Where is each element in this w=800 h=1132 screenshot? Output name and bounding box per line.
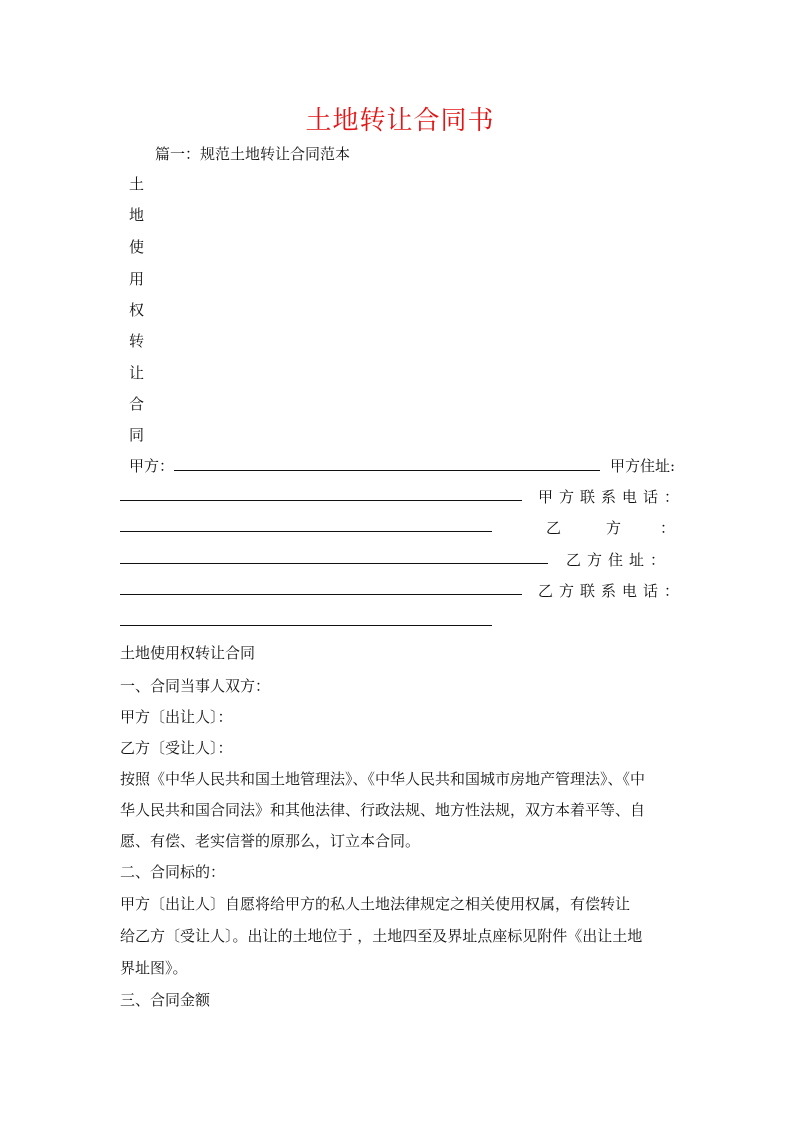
vertical-title-char: 土 [129, 175, 145, 193]
vertical-title-char: 使 [129, 238, 145, 256]
vertical-title-char: 用 [129, 270, 145, 288]
party-a-address-blank-line [120, 486, 522, 505]
paragraph-line: 土地使用权转让合同 [120, 644, 256, 662]
party-b-address-blank-line [120, 580, 522, 599]
paragraph-line: 界址图》。 [120, 959, 188, 977]
party-a-address-label: 甲方住址: [610, 457, 676, 475]
party-a-line [129, 455, 600, 476]
party-a-address-blank [120, 486, 522, 501]
paragraph-line: 二、合同标的： [120, 863, 226, 881]
party-b-label-part1: 乙 [546, 519, 562, 537]
paragraph-line: 乙方〔受让人〕： [120, 739, 233, 757]
vertical-title-char: 地 [129, 206, 145, 224]
vertical-title-char: 让 [129, 364, 145, 382]
party-a-blank [174, 456, 600, 471]
document-subtitle: 篇一：规范土地转让合同范本 [155, 145, 351, 163]
paragraph-line: 甲方〔出让人〕： [120, 708, 233, 726]
party-b-address-label: 乙方住址： [566, 551, 672, 569]
vertical-title-char: 同 [129, 426, 145, 444]
paragraph-line: 给乙方〔受让人〕。出让的土地位于 ，土地四至及界址点座标见附件《出让土地 [120, 927, 643, 945]
party-b-label-part2: 方 [606, 519, 622, 537]
party-a-phone-blank-line [120, 517, 492, 536]
party-a-phone-label: 甲方联系电话： [538, 488, 686, 506]
party-b-label-part3: ： [660, 519, 676, 537]
paragraph-line: 甲方〔出让人〕自愿将给甲方的私人土地法律规定之相关使用权属，有偿转让 [120, 895, 631, 913]
party-b-address-blank [120, 580, 522, 595]
paragraph-line: 愿、有偿、老实信誉的原那么，订立本合同。 [120, 832, 421, 850]
document-title: 土地转让合同书 [305, 106, 495, 136]
vertical-title-char: 合 [129, 395, 145, 413]
party-b-phone-label: 乙方联系电话： [538, 582, 686, 600]
party-a-label: 甲方： [129, 457, 175, 475]
vertical-title-char: 权 [129, 301, 145, 319]
paragraph-line: 华人民共和国合同法》和其他法律、行政法规、地方性法规，双方本着平等、自 [120, 801, 646, 819]
paragraph-line: 三、合同金额 [120, 991, 211, 1009]
party-b-blank [120, 549, 548, 564]
party-a-phone-blank [120, 517, 492, 532]
party-b-phone-blank-line [120, 611, 492, 630]
party-b-phone-blank [120, 611, 492, 626]
paragraph-line: 一、合同当事人双方： [120, 677, 271, 695]
party-b-blank-line [120, 549, 548, 568]
vertical-title-char: 转 [129, 332, 145, 350]
paragraph-line: 按照《中华人民共和国土地管理法》、《中华人民共和国城市房地产管理法》、《中 [120, 770, 646, 788]
